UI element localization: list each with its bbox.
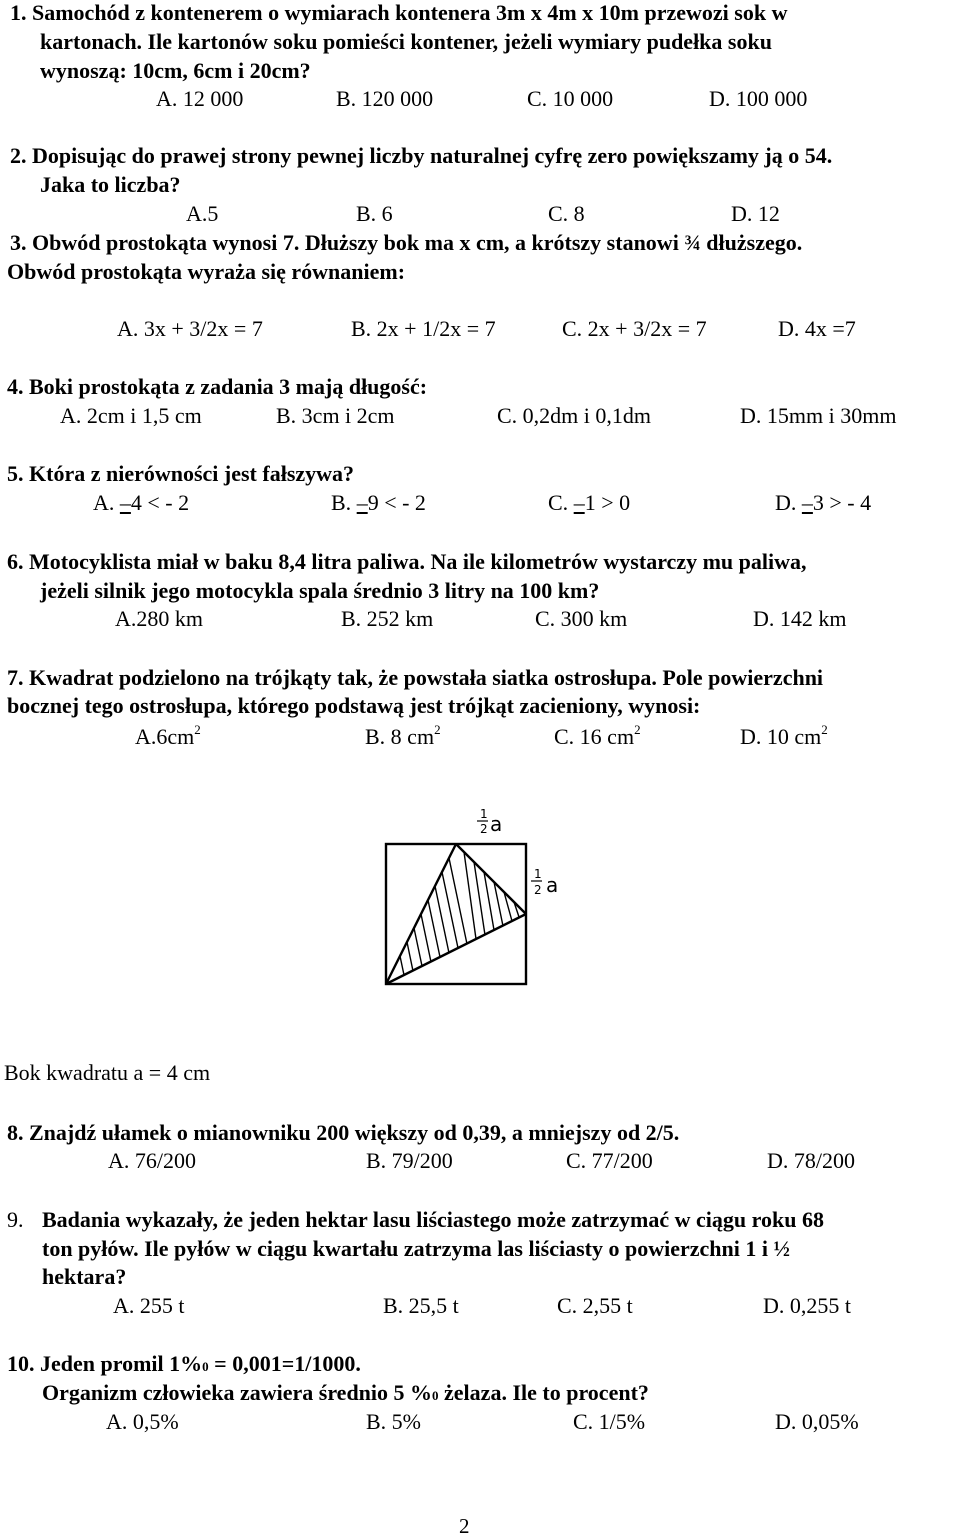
q9-option-b: B. 25,5 t — [383, 1293, 459, 1318]
q4-line1: 4. Boki prostokąta z zadania 3 mają długość: — [7, 374, 428, 399]
q3-line2: Obwód prostokąta wyraża się równaniem: — [7, 259, 406, 284]
q6-option-a: A.280 km — [115, 606, 203, 631]
q7-option-a: $A.6cm^2$ — [135, 721, 201, 749]
q1-line2: kartonach. Ile kartonów soku pomieści kontener, jeżeli wymiary pudełka soku — [40, 29, 772, 54]
q9-option-c: C. 2,55 t — [557, 1293, 633, 1318]
q10-line2: Organizm człowieka zawiera średnio 5 %0 żelaza. Ile to procent? — [42, 1380, 649, 1405]
minus-sign: – — [356, 490, 368, 515]
q4-option-a: A. 2cm i 1,5 cm — [60, 403, 202, 428]
minus-sign: – — [801, 490, 813, 515]
svg-text:2: 2 — [534, 883, 542, 897]
q6-line2: jeżeli silnik jego motocykla spala średnio 3 litry na 100 km? — [40, 578, 600, 603]
q9-option-a: A. 255 t — [113, 1293, 185, 1318]
q4-option-d: D. 15mm i 30mm — [740, 403, 897, 428]
q9-number: 9. — [7, 1207, 24, 1232]
q9-line3: hektara? — [42, 1264, 127, 1289]
q1-option-c: C. 10 000 — [527, 86, 614, 111]
q2-option-a: A.5 — [186, 201, 219, 226]
q2-line1: 2. Dopisując do prawej strony pewnej liczby naturalnej cyfrę zero powiększamy ją o 54. — [10, 143, 833, 168]
q10-option-d: D. 0,05% — [775, 1409, 859, 1434]
q5-option-c: C. –1 > 0 — [548, 490, 631, 515]
q3-line1: 3. Obwód prostokąta wynosi 7. Dłuższy bok ma x cm, a krótszy stanowi ¾ dłuższego. — [10, 230, 803, 255]
q2-line2: Jaka to liczba? — [40, 172, 181, 197]
q6-line1: 6. Motocyklista miał w baku 8,4 litra paliwa. Na ile kilometrów wystarczy mu paliwa, — [7, 549, 807, 574]
q10-option-b: B. 5% — [366, 1409, 421, 1434]
q7-option-b: B. 8 $cm^2$ — [365, 721, 441, 749]
svg-text:1: 1 — [534, 867, 542, 881]
q7-line1: 7. Kwadrat podzielono na trójkąty tak, że powstała siatka ostrosłupa. Pole powierzchni — [7, 665, 824, 690]
svg-text:a: a — [546, 873, 559, 897]
q8-option-c: C. 77/200 — [566, 1148, 653, 1173]
label-half-a-right — [531, 867, 558, 897]
q9-option-d: D. 0,255 t — [763, 1293, 851, 1318]
q5-option-b: B. –9 < - 2 — [331, 490, 426, 515]
q7-option-c: C. 16 $cm^2$ — [554, 721, 641, 749]
q8-line1: 8. Znajdź ułamek o mianowniku 200 większy od 0,39, a mniejszy od 2/5. — [7, 1120, 680, 1145]
q5-line1: 5. Która z nierówności jest fałszywa? — [7, 461, 355, 486]
q1-option-d: D. 100 000 — [709, 86, 808, 111]
q10-option-c: C. 1/5% — [573, 1409, 646, 1434]
q1-line1: 1. Samochód z kontenerem o wymiarach kontenera 3m x 4m x 10m przewozi sok w — [10, 0, 788, 25]
q1-line3: wynoszą: 10cm, 6cm i 20cm? — [40, 58, 311, 83]
pyramid-net-figure — [382, 798, 592, 1028]
q3-option-d: D. 4x =7 — [778, 316, 856, 341]
q8-option-a: A. 76/200 — [108, 1148, 196, 1173]
q4-option-c: C. 0,2dm i 0,1dm — [497, 403, 652, 428]
q9-line1: Badania wykazały, że jeden hektar lasu liściastego może zatrzymać w ciągu roku 68 — [42, 1207, 824, 1232]
q3-option-b: B. 2x + 1/2x = 7 — [351, 316, 496, 341]
q6-option-b: B. 252 km — [341, 606, 434, 631]
q1-option-b: B. 120 000 — [336, 86, 434, 111]
q10-option-a: A. 0,5% — [106, 1409, 179, 1434]
minus-sign: – — [119, 490, 131, 515]
svg-text:a: a — [490, 812, 503, 836]
q3-option-a: A. 3x + 3/2x = 7 — [117, 316, 263, 341]
q3-option-c: C. 2x + 3/2x = 7 — [562, 316, 707, 341]
q5-option-a: A. –4 < - 2 — [93, 490, 190, 515]
svg-text:1: 1 — [480, 807, 488, 821]
q1-option-a: A. 12 000 — [156, 86, 244, 111]
q7-line2: bocznej tego ostrosłupa, którego podstawą jest trójkąt zacieniony, wynosi: — [7, 693, 701, 718]
q7-option-d: D. 10 $cm^2$ — [740, 721, 828, 749]
q9-line2: ton pyłów. Ile pyłów w ciągu kwartału zatrzyma las liściasty o powierzchni 1 i ½ — [42, 1236, 790, 1261]
minus-sign: – — [573, 490, 585, 515]
q6-option-c: C. 300 km — [535, 606, 628, 631]
q6-option-d: D. 142 km — [753, 606, 847, 631]
side-length-note: Bok kwadratu a = 4 cm — [4, 1060, 211, 1085]
q2-option-c: C. 8 — [548, 201, 585, 226]
q4-option-b: B. 3cm i 2cm — [276, 403, 395, 428]
label-half-a-top — [477, 807, 502, 836]
q2-option-d: D. 12 — [731, 201, 780, 226]
q8-option-b: B. 79/200 — [366, 1148, 453, 1173]
q5-option-d: D. –3 > - 4 — [775, 490, 872, 515]
q8-option-d: D. 78/200 — [767, 1148, 855, 1173]
svg-text:2: 2 — [480, 822, 488, 836]
page-number: 2 — [459, 1514, 470, 1538]
q2-option-b: B. 6 — [356, 201, 393, 226]
q10-line1: 10. Jeden promil 1%0 = 0,001=1/1000. — [7, 1351, 361, 1376]
